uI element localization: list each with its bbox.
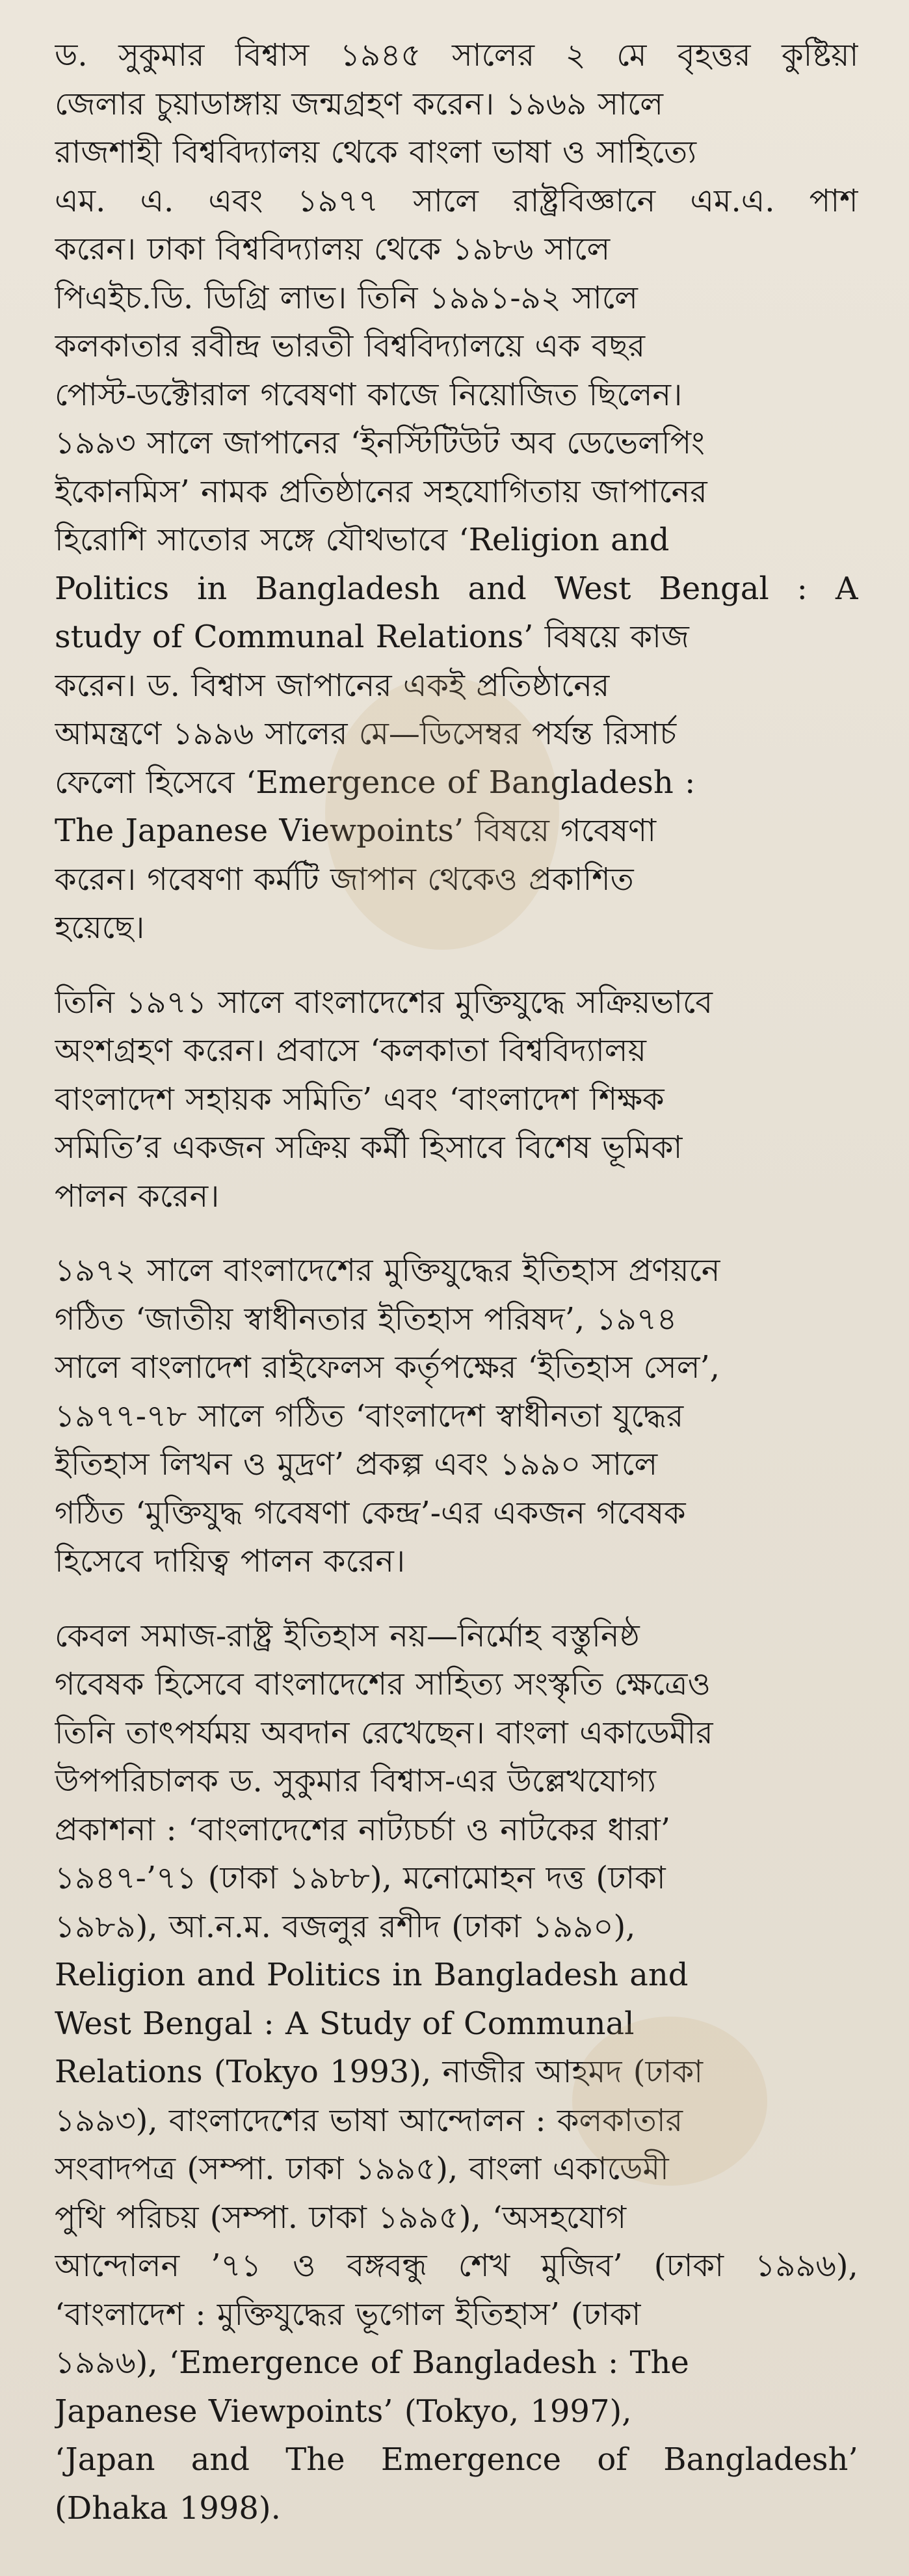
- text-line: করেন। ঢাকা বিশ্ববিদ্যালয় থেকে ১৯৮৬ সালে: [55, 231, 611, 267]
- text-line: জেলার চুয়াডাঙ্গায় জন্মগ্রহণ করেন। ১৯৬৯ সালে: [55, 85, 664, 122]
- text-line: ১৯৯৩ সালে জাপানের ‘ইনস্টিটিউট অব ডেভেলপিং: [55, 425, 705, 461]
- text-line: তিনি তাৎপর্যময় অবদান রেখেছেন। বাংলা একাডেমীর: [55, 1714, 713, 1751]
- text-line: ১৯৭২ সালে বাংলাদেশের মুক্তিযুদ্ধের ইতিহাস প্রণয়নে: [55, 1252, 720, 1289]
- text-line: বাংলাদেশ সহায়ক সমিতি’ এবং ‘বাংলাদেশ শিক্ষক: [55, 1080, 665, 1118]
- text-line: ১৯৭৭-৭৮ সালে গঠিত ‘বাংলাদেশ স্বাধীনতা যুদ্ধের: [55, 1397, 684, 1434]
- text-line: ড. সুকুমার বিশ্বাস ১৯৪৫ সালের ২ মে বৃহত্তর কুষ্টিয়া: [55, 37, 858, 74]
- text-line: হয়েছে।: [55, 909, 145, 946]
- text-line: ১৯৯৩), বাংলাদেশের ভাষা আন্দোলন : কলকাতার: [55, 2102, 683, 2139]
- text-line: ১৯৮৯), আ.ন.ম. বজলুর রশীদ (ঢাকা ১৯৯০),: [55, 1908, 636, 1945]
- biography-paragraph: [55, 1612, 858, 2533]
- text-line: পোস্ট-ডক্টোরাল গবেষণা কাজে নিয়োজিত ছিলেন।: [55, 376, 683, 413]
- text-line: সংবাদপত্র (সম্পা. ঢাকা ১৯৯৫), বাংলা একাডেমী: [55, 2151, 669, 2187]
- text-line: এম. এ. এবং ১৯৭৭ সালে রাষ্ট্রবিজ্ঞানে এম.এ. পাশ: [55, 182, 858, 219]
- text-line: ফেলো হিসেবে ‘Emergence of Bangladesh :: [55, 764, 696, 801]
- text-line: ১৯৯৬), ‘Emergence of Bangladesh : The: [55, 2344, 689, 2381]
- biography-paragraph: [55, 978, 858, 1221]
- text-line: উপপরিচালক ড. সুকুমার বিশ্বাস-এর উল্লেখযোগ্য: [55, 1763, 656, 1799]
- text-line: সালে বাংলাদেশ রাইফেলস কর্তৃপক্ষের ‘ইতিহাস সেল’,: [55, 1349, 720, 1386]
- biography-paragraph: [55, 1246, 858, 1586]
- text-line: তিনি ১৯৭১ সালে বাংলাদেশের মুক্তিযুদ্ধে সক্রিয়ভাবে: [55, 984, 713, 1021]
- text-line: Religion and Politics in Bangladesh and: [55, 1957, 689, 1993]
- text-line: (Dhaka 1998).: [55, 2489, 281, 2527]
- text-line: Japanese Viewpoints’ (Tokyo, 1997),: [55, 2393, 632, 2430]
- text-line: ‘বাংলাদেশ : মুক্তিযুদ্ধের ভূগোল ইতিহাস’ (ঢাকা: [55, 2296, 641, 2333]
- text-line: Relations (Tokyo 1993), নাজীর আহমদ (ঢাকা: [55, 2054, 704, 2090]
- text-line: করেন। ড. বিশ্বাস জাপানের একই প্রতিষ্ঠানের: [55, 667, 610, 704]
- text-line: ইতিহাস লিখন ও মুদ্রণ’ প্রকল্প এবং ১৯৯০ সালে: [55, 1446, 658, 1483]
- text-line: West Bengal : A Study of Communal: [55, 2005, 635, 2042]
- text-line: সমিতি’র একজন সক্রিয় কর্মী হিসাবে বিশেষ ভূমিকা: [55, 1129, 683, 1166]
- text-line: Politics in Bangladesh and West Bengal : A: [55, 570, 858, 607]
- text-line: করেন। গবেষণা কর্মটি জাপান থেকেও প্রকাশিত: [55, 861, 634, 898]
- text-line: হিরোশি সাতোর সঙ্গে যৌথভাবে ‘Religion and: [55, 522, 670, 558]
- text-line: পুথি পরিচয় (সম্পা. ঢাকা ১৯৯৫), ‘অসহযোগ: [55, 2199, 627, 2236]
- author-biography-text: [55, 31, 858, 2532]
- text-line: ‘Japan and The Emergence of Bangladesh’: [55, 2441, 858, 2478]
- text-line: কলকাতার রবীন্দ্র ভারতী বিশ্ববিদ্যালয়ে এক বছর: [55, 328, 645, 364]
- biography-paragraph: [55, 31, 858, 952]
- text-line: হিসেবে দায়িত্ব পালন করেন।: [55, 1543, 406, 1579]
- text-line: গঠিত ‘মুক্তিযুদ্ধ গবেষণা কেন্দ্র’-এর একজন গবেষক: [55, 1494, 686, 1531]
- text-line: গবেষক হিসেবে বাংলাদেশের সাহিত্য সংস্কৃতি ক্ষেত্রেও: [55, 1666, 711, 1702]
- text-line: ইকোনমিস’ নামক প্রতিষ্ঠানের সহযোগিতায় জাপানের: [55, 473, 707, 510]
- text-line: study of Communal Relations’ বিষয়ে কাজ: [55, 619, 689, 655]
- text-line: The Japanese Viewpoints’ বিষয়ে গবেষণা: [55, 812, 657, 849]
- text-line: ১৯৪৭-’৭১ (ঢাকা ১৯৮৮), মনোমোহন দত্ত (ঢাকা: [55, 1860, 666, 1896]
- text-line: পালন করেন।: [55, 1177, 220, 1214]
- text-line: প্রকাশনা : ‘বাংলাদেশের নাট্যচর্চা ও নাটকের ধারা’: [55, 1811, 670, 1848]
- text-line: পিএইচ.ডি. ডিগ্রি লাভ। তিনি ১৯৯১-৯২ সালে: [55, 279, 638, 316]
- text-line: গঠিত ‘জাতীয় স্বাধীনতার ইতিহাস পরিষদ’, ১৯৭৪: [55, 1300, 678, 1337]
- text-line: আন্দোলন ’৭১ ও বঙ্গবন্ধু শেখ মুজিব’ (ঢাকা ১৯৯৬),: [55, 2247, 858, 2284]
- text-line: রাজশাহী বিশ্ববিদ্যালয় থেকে বাংলা ভাষা ও সাহিত্যে: [55, 134, 697, 170]
- text-line: অংশগ্রহণ করেন। প্রবাসে ‘কলকাতা বিশ্ববিদ্যালয়: [55, 1032, 646, 1069]
- text-line: আমন্ত্রণে ১৯৯৬ সালের মে—ডিসেম্বর পর্যন্ত রিসার্চ: [55, 716, 677, 752]
- text-line: কেবল সমাজ-রাষ্ট্র ইতিহাস নয়—নির্মোহ বস্তুনিষ্ঠ: [55, 1617, 640, 1654]
